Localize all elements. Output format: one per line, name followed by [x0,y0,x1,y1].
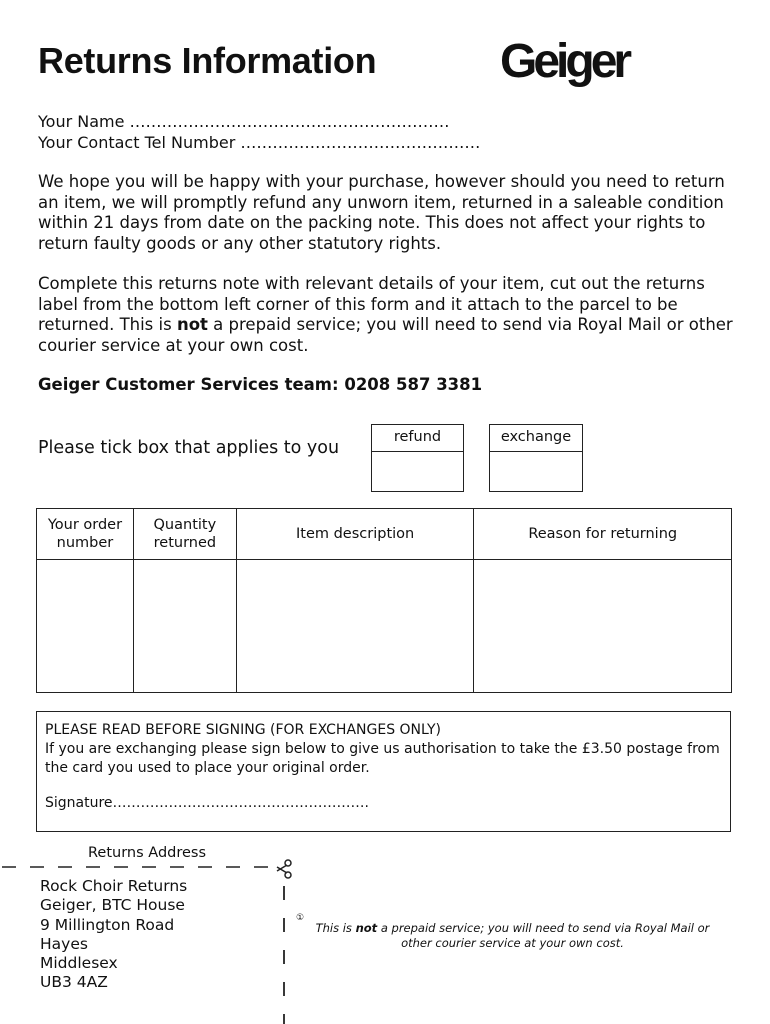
name-field[interactable]: Your Name …………………………………………………… [38,112,450,131]
address-line: Rock Choir Returns [40,877,188,895]
returns-address [40,877,187,993]
address-line: Middlesex [40,954,118,973]
col-reason: Reason for returning [474,509,732,560]
refund-checkbox[interactable] [371,424,464,492]
address-line: UB3 4AZ [40,973,108,992]
items-table [36,508,732,693]
table-row [37,560,732,693]
intro-paragraph: We hope you will be happy with your purchase, however should you need to return an item, we will promptly refund any unworn item, returned in a saleable condition within 21 days from date on the packing note. This does not affect your rights to return faulty goods or any other statutory rights. [38,172,725,253]
contact-fields [38,111,480,153]
col-description: Item description [236,509,474,560]
note-text-1: This is [315,921,356,935]
brand-logo: Geiger [500,35,629,88]
returns-address-title: Returns Address [88,845,207,861]
exchange-notice [36,711,731,832]
contact-tel-field[interactable]: Your Contact Tel Number ……………………………………… [38,133,481,152]
instructions-text-1: Complete this returns note with relevant details of your item, cut out the returns label from the bottom left corner of this form and it attach to the parcel to be returned. This is [38,274,705,334]
signature-field[interactable]: Signature………………………………………………. [45,795,369,811]
page-title: Returns Information [38,40,377,81]
customer-services-line: Geiger Customer Services team: 0208 587 3381 [38,375,483,394]
postage-note [300,921,725,951]
exchange-checkbox[interactable] [489,424,583,492]
order-number-cell[interactable] [37,560,134,693]
note-emphasis: not [355,921,378,935]
instructions-emphasis: not [176,315,208,334]
notice-heading: PLEASE READ BEFORE SIGNING (FOR EXCHANGES ONLY) [45,722,441,738]
col-order-number: Your order number [37,509,134,560]
address-line: Hayes [40,934,88,953]
scissors-icon [277,860,291,878]
description-cell[interactable] [236,560,474,693]
instructions-paragraph [38,274,738,356]
instructions-text-2: a prepaid service; you will need to send via Royal Mail or other courier service at your own cost. [38,315,733,355]
address-line: Geiger, BTC House [40,896,185,915]
refund-label: refund [372,425,463,452]
note-text-2: a prepaid service; you will need to send via Royal Mail or other courier service at your own cost. [377,921,710,950]
address-line: 9 Millington Road [40,915,175,934]
col-quantity: Quantity returned [133,509,236,560]
table-header-row [37,509,732,560]
reason-cell[interactable] [474,560,732,693]
notice-body: If you are exchanging please sign below to give us authorisation to take the £3.50 postage from the card you used to place your original order. [45,741,720,776]
quantity-cell[interactable] [133,560,236,693]
exchange-label: exchange [490,425,582,452]
registered-mark-icon: ① [296,913,305,923]
tick-prompt: Please tick box that applies to you [38,438,340,458]
